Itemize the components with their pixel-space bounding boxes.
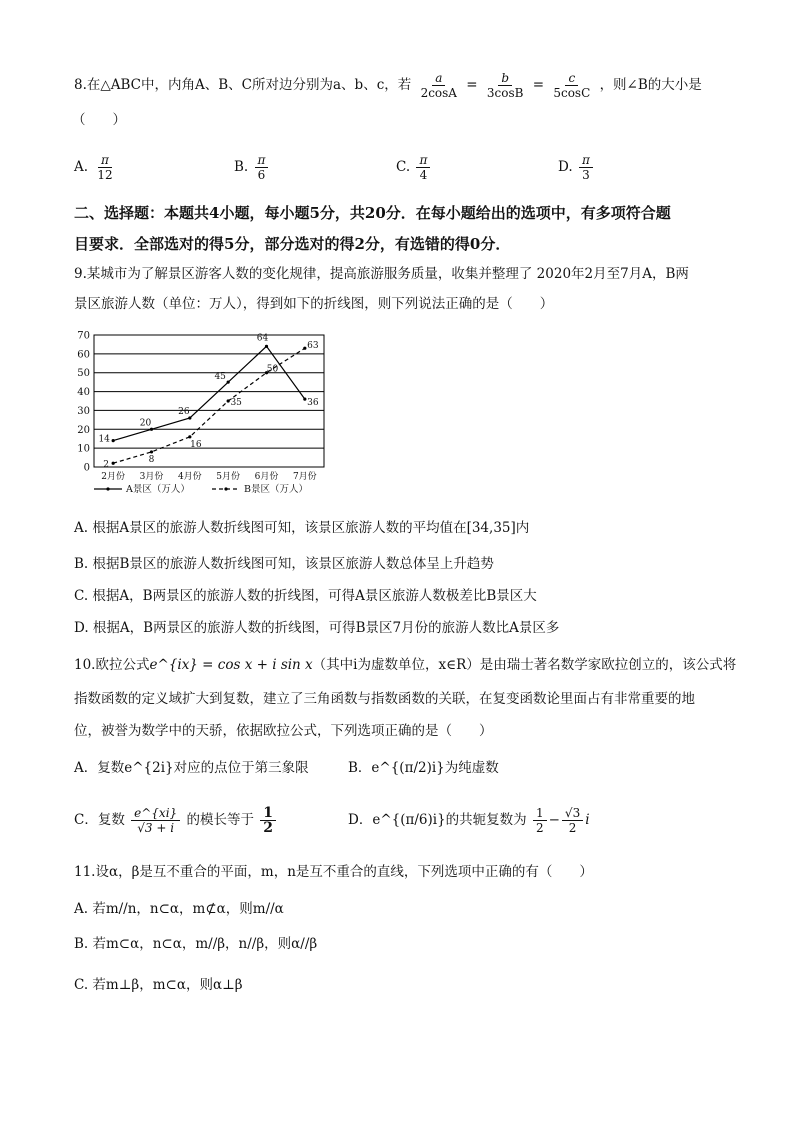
q8-suffix: ，则∠B的大小是 — [599, 77, 702, 93]
legend-label: B景区（万人） — [244, 484, 308, 495]
x-tick-label: 3月份 — [139, 472, 164, 482]
euler-formula: e^{ix} = cos x + i sin x — [149, 657, 313, 673]
q11-option-c: C. 若m⊥β，m⊂α，则α⊥β — [74, 977, 243, 993]
q10-stem-line3: 位，被誉为数学中的天骄，依据欧拉公式，下列选项正确的是（ ） — [74, 723, 493, 739]
x-tick-label: 7月份 — [292, 472, 317, 482]
data-label: 64 — [256, 333, 269, 344]
q10-option-d: D．e^{(π/6)i}的共轭复数为 $\frac{1}{2}$ − $\frac{√3}{2}$ i — [348, 806, 590, 835]
q10-stem-line1: 10.欧拉公式e^{ix} = cos x + i sin x（其中i为虚数单位，x∈R）是由瑞士著名数学家欧拉创立的，该公式将 — [74, 657, 737, 673]
q8-stem: 8.在△ABC中，内角A、B、C所对边分别为a、b、c，若 $\frac{a}{2\cos A}$ = $\frac{b}{3\cos B}$ = $\frac{c}{5\cos C}$ ，则∠B的大小是 — [74, 71, 702, 100]
q8-answer-paren: （ ） — [72, 112, 126, 128]
data-label: 50 — [266, 364, 279, 375]
q8-option-c: C. $\frac{\pi}{4}$ — [396, 150, 432, 184]
q9-option-b: B. 根据B景区的旅游人数折线图可知，该景区旅游人数总体呈上升趋势 — [74, 556, 494, 572]
chart-legend — [94, 483, 308, 495]
q8-prefix: 8.在△ABC中，内角A、B、C所对边分别为a、b、c，若 — [74, 77, 412, 93]
q11-stem: 11.设α，β是互不重合的平面，m，n是互不重合的直线，下列选项中正确的有（ ） — [74, 864, 593, 880]
data-point — [188, 435, 191, 438]
section2-heading-line1: 二、选择题：本题共4小题，每小题5分，共20分．在每小题给出的选项中，有多项符合题 — [74, 204, 671, 222]
q9-option-c: C. 根据A，B两景区的旅游人数的折线图，可得A景区旅游人数极差比B景区大 — [74, 588, 537, 604]
data-label: 20 — [139, 418, 152, 429]
y-tick-label: 0 — [83, 462, 90, 474]
q10-option-c: C．复数 $\frac{e\^{}\{xi\}}{√3 + i}$ 的模长等于 $\frac{1}{2}$ — [74, 800, 278, 840]
data-label: 26 — [178, 406, 190, 417]
data-label: 16 — [190, 439, 202, 450]
q11-option-b: B. 若m⊂α，n⊂α，m//β，n//β，则α//β — [74, 936, 318, 952]
x-tick-label: 2月份 — [101, 472, 126, 482]
data-point — [227, 399, 230, 402]
chart-x-tick-labels — [101, 470, 316, 482]
legend-marker — [106, 487, 109, 490]
data-label: 2 — [103, 460, 110, 471]
legend-label: A景区（万人） — [126, 484, 190, 495]
q8-fraction-2: $\frac{b}{3\cos B}$ — [486, 71, 524, 100]
data-point — [112, 439, 115, 442]
data-label: 35 — [230, 398, 242, 408]
data-point — [112, 462, 115, 465]
q8-fraction-1: $\frac{a}{2\cos A}$ — [420, 71, 457, 100]
data-label: 36 — [307, 398, 319, 409]
data-label: 45 — [214, 372, 226, 383]
y-tick-label: 70 — [77, 330, 90, 342]
y-tick-label: 30 — [77, 405, 90, 417]
data-point — [150, 450, 153, 453]
q8-option-a: A. $\frac{\pi}{12}$ — [74, 153, 113, 182]
y-tick-label: 50 — [77, 368, 90, 380]
y-tick-label: 20 — [77, 424, 90, 436]
q9-line-chart — [62, 327, 342, 499]
x-tick-label: 6月份 — [254, 472, 279, 482]
q11-option-a: A. 若m//n，n⊂α，m⊄α，则m//α — [74, 901, 284, 917]
q9-option-a: A. 根据A景区的旅游人数折线图可知，该景区旅游人数的平均值在[34,35]内 — [74, 520, 530, 536]
q8-fraction-3: $\frac{c}{5\cos C}$ — [553, 71, 591, 100]
legend-marker — [224, 487, 227, 490]
q9-stem-line2: 景区旅游人数（单位：万人），得到如下的折线图，则下列说法正确的是（ ） — [74, 296, 554, 312]
chart-grid — [94, 335, 324, 467]
q8-option-d: D. $\frac{\pi}{3}$ — [558, 150, 595, 184]
data-point — [303, 347, 306, 350]
data-point — [265, 345, 268, 348]
data-label: 63 — [307, 341, 319, 352]
data-label: 14 — [98, 434, 110, 445]
y-tick-label: 60 — [77, 349, 90, 361]
data-label: 8 — [148, 454, 155, 465]
q10-option-b: B．e^{(π/2)i}为纯虚数 — [348, 760, 499, 776]
q10-option-a: A．复数e^{2i}对应的点位于第三象限 — [74, 760, 309, 776]
section2-heading-line2: 目要求．全部选对的得5分，部分选对的得2分，有选错的得0分． — [74, 235, 511, 253]
q9-stem-line1: 9.某城市为了解景区游客人数的变化规律，提高旅游服务质量，收集并整理了 2020年2月至7月A，B两 — [74, 266, 689, 282]
q10-stem-line2: 指数函数的定义域扩大到复数，建立了三角函数与指数函数的关联，在复变函数论里面占有非常重要的地 — [74, 691, 695, 707]
x-tick-label: 5月份 — [216, 472, 241, 482]
chart-y-tick-labels — [77, 331, 90, 474]
x-tick-label: 4月份 — [177, 472, 202, 482]
data-point — [227, 381, 230, 384]
plot-frame — [94, 335, 324, 467]
y-tick-label: 40 — [77, 387, 90, 399]
data-point — [303, 398, 306, 401]
y-tick-label: 10 — [77, 443, 90, 455]
q9-option-d: D. 根据A，B两景区的旅游人数的折线图，可得B景区7月份的旅游人数比A景区多 — [74, 620, 560, 636]
q8-option-b: B. $\frac{\pi}{6}$ — [234, 150, 270, 184]
